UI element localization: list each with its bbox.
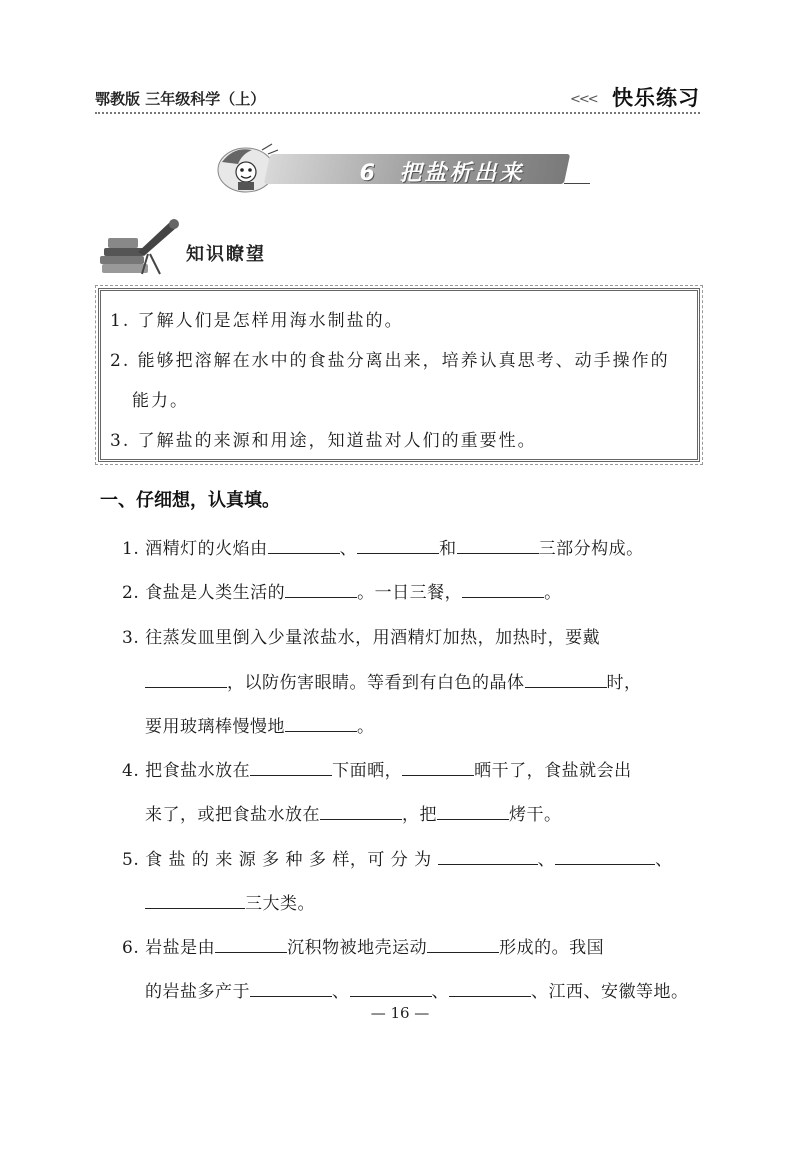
q4-text-d: 来了，或把食盐水放在 — [145, 805, 320, 825]
q5-text-b: 、 — [537, 850, 556, 870]
q6-text-g: 、江西、安徽等地。 — [531, 982, 689, 1002]
q6-text-e: 、 — [332, 982, 350, 1002]
part1-title: 一、仔细想，认真填。 — [100, 490, 280, 511]
q4-text-c: 晒干了，食盐就会出 — [474, 761, 632, 781]
q2-text-c: 。 — [544, 583, 562, 603]
goal-2: 2. 能够把溶解在水中的食盐分离出来，培养认真思考、动手操作的 — [110, 351, 670, 371]
question-3-line-1: 3. 往蒸发皿里倒入少量浓盐水，用酒精灯加热，加热时，要戴 — [122, 628, 601, 648]
q1-blank-3[interactable] — [457, 539, 539, 554]
lesson-title-banner — [212, 140, 582, 194]
q2-text-a: 2. 食盐是人类生活的 — [122, 583, 286, 603]
q5-blank-3[interactable] — [145, 894, 245, 909]
q4-blank-2[interactable] — [402, 761, 474, 776]
q3-text-e: 。 — [357, 717, 375, 737]
q2-blank-2[interactable] — [462, 583, 544, 598]
q1-text-c: 和 — [439, 539, 457, 559]
q4-text-b: 下面晒， — [332, 761, 403, 781]
header-brand: 快乐练习 — [612, 86, 700, 110]
q4-text-f: 烤干。 — [509, 805, 562, 825]
goal-2-cont: 能力。 — [132, 391, 189, 411]
q5-text-a: 5. 食 盐 的 来 源 多 种 多 样，可 分 为 — [122, 850, 432, 870]
question-4-line-1 — [122, 756, 632, 781]
lesson-title — [322, 156, 562, 187]
question-5-line-2 — [145, 889, 315, 914]
q3-blank-3[interactable] — [285, 717, 357, 732]
question-4-line-2 — [145, 800, 562, 825]
q5-text-c: 、 — [655, 850, 673, 870]
question-1 — [122, 534, 644, 559]
q6-blank-2[interactable] — [427, 938, 499, 953]
q5-blank-1[interactable] — [438, 850, 538, 865]
goal-1: 1. 了解人们是怎样用海水制盐的。 — [110, 311, 404, 331]
goal-3: 3. 了解盐的来源和用途，知道盐对人们的重要性。 — [110, 431, 537, 451]
q6-blank-4[interactable] — [350, 982, 432, 997]
q4-text-a: 4. 把食盐水放在 — [122, 761, 251, 781]
q3-text-b: ，以防伤害眼睛。等看到有白色的晶体 — [227, 673, 525, 693]
question-6-line-2 — [145, 977, 689, 1002]
q3-blank-2[interactable] — [525, 673, 607, 688]
q4-blank-4[interactable] — [437, 805, 509, 820]
question-3-line-3 — [145, 712, 375, 737]
q3-text-c: 时， — [606, 673, 642, 693]
section-title: 知识瞭望 — [186, 244, 266, 265]
header-divider — [95, 112, 700, 114]
question-5-line-1 — [122, 845, 673, 870]
q2-text-b: 。一日三餐， — [357, 583, 463, 603]
q1-text-b: 、 — [339, 539, 358, 559]
q6-text-d: 的岩盐多产于 — [145, 982, 250, 1002]
chevron-left-icon: <<< — [570, 92, 597, 107]
question-3-line-2 — [145, 668, 642, 693]
q5-blank-2[interactable] — [555, 850, 655, 865]
q3-text-d: 要用玻璃棒慢慢地 — [145, 717, 285, 737]
q1-text-a: 1. 酒精灯的火焰由 — [122, 539, 268, 559]
q3-blank-1[interactable] — [145, 673, 227, 688]
lesson-title-text: 把盐析出来 — [399, 161, 525, 186]
page-header — [95, 82, 700, 112]
q6-text-c: 形成的。我国 — [499, 938, 605, 958]
question-6-line-1 — [122, 933, 604, 958]
lesson-number: 6 — [359, 161, 378, 186]
q2-blank-1[interactable] — [285, 583, 357, 598]
textbook-edition: 鄂教版 三年级科学（上） — [95, 90, 266, 108]
q6-text-b: 沉积物被地壳运动 — [287, 938, 428, 958]
title-underline — [564, 183, 590, 184]
q4-text-e: ，把 — [402, 805, 437, 825]
q6-text-a: 6. 岩盐是由 — [122, 938, 216, 958]
q4-blank-1[interactable] — [250, 761, 332, 776]
question-2 — [122, 578, 562, 603]
telescope-books-icon — [98, 212, 184, 278]
page-number: — 16 — — [370, 1004, 430, 1022]
q6-text-f: 、 — [431, 982, 449, 1002]
q6-blank-1[interactable] — [215, 938, 287, 953]
q6-blank-5[interactable] — [449, 982, 531, 997]
q1-blank-2[interactable] — [357, 539, 439, 554]
q1-text-d: 三部分构成。 — [538, 539, 644, 559]
q4-blank-3[interactable] — [320, 805, 402, 820]
q6-blank-3[interactable] — [250, 982, 332, 997]
q1-blank-1[interactable] — [268, 539, 340, 554]
q5-text-d: 三大类。 — [245, 894, 315, 914]
